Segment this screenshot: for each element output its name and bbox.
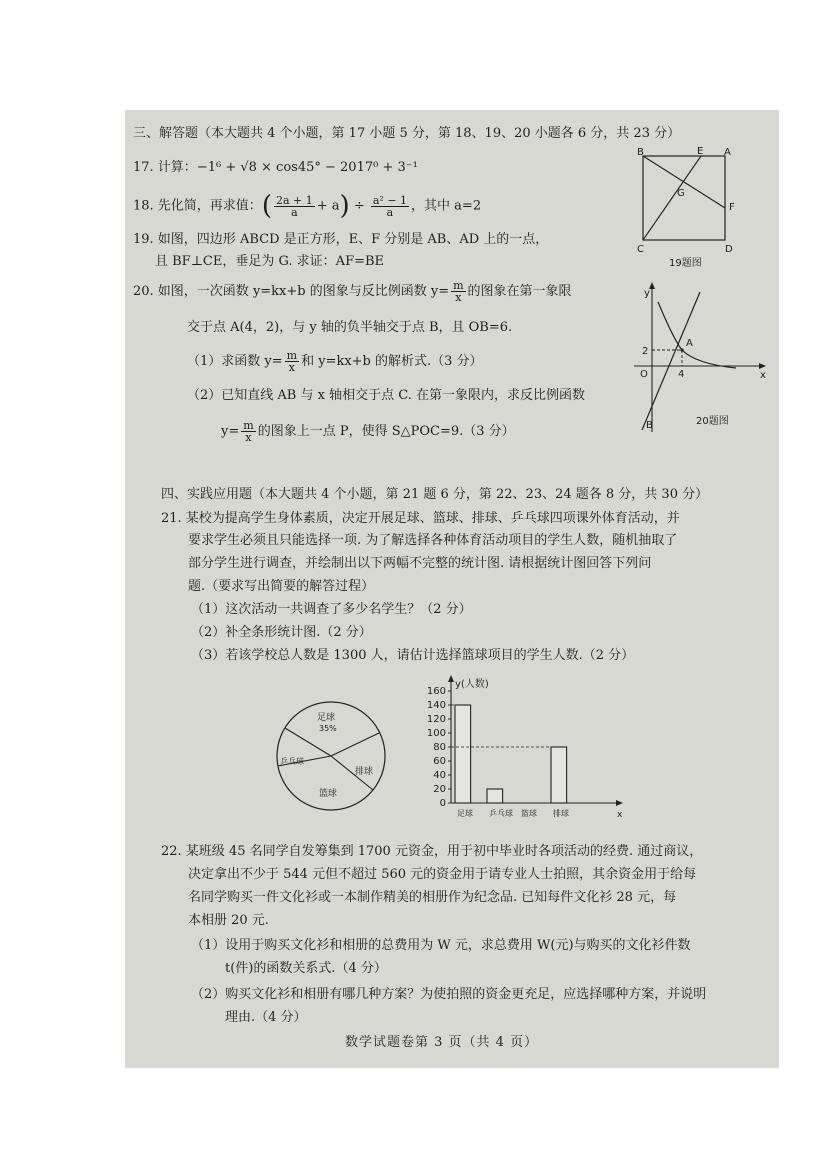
q18-fraction-2: $\frac{\text{a² − 1}}{a}$ [372,193,408,219]
x-tick-label: 乒乓球 [489,809,513,818]
fig19-label-C: C [637,244,644,255]
page-footer: 数学试题卷第 3 页（共 4 页） [345,1035,539,1050]
y-tick-label: 60 [433,756,446,767]
fig19-label-D: D [725,244,733,255]
question-20-part2-line2: y= $\frac{m}{x}$ 的图象上一点 P，使得 S△POC=9.（3 分） [221,419,515,444]
question-17: 17. 计算：−1⁶ + √8 × cos45° − 2017⁰ + 3⁻¹ [133,160,418,175]
question-19-line2: 且 BF⊥CE，垂足为 G. 求证：AF=BE [155,254,385,269]
pie-chart [275,700,395,820]
y-tick-label: 20 [433,784,446,795]
y-axis-arrow [448,675,454,682]
x-tick-label: 排球 [553,809,569,818]
question-22-part2-line1: （2）购买文化衫和相册有哪几种方案？为使拍照的资金更充足，应选择哪种方案，并说明 [191,987,707,1002]
y-tick-label: 80 [433,742,446,753]
fig20-caption: 20题图 [696,416,729,427]
q18-suffix: ，其中 a=2 [411,198,482,214]
bar-0 [455,705,471,803]
fig19-label-B: B [637,147,644,158]
pie-label-pingpong: 乒乓球 [280,757,304,766]
q18-fraction-1: $\frac{2a + 1}{a}$ [275,193,313,219]
question-21-part1: （1）这次活动一共调查了多少名学生？（2 分） [191,602,472,617]
question-22-line2: 决定拿出不少于 544 元但不超过 560 元的资金用于请专业人士拍照，其余资金用于给每 [188,867,697,882]
q18-prefix: 18. 先化简，再求值： [133,198,262,214]
pie-label-football-percent: 35% [319,724,337,733]
pie-label-basketball: 篮球 [319,789,338,799]
fig19-caption: 19题图 [669,258,702,268]
q18-plus-a: + a [316,198,340,214]
question-21-part2: （2）补全条形统计图.（2 分） [191,625,372,640]
q18-divide: ÷ [353,198,365,214]
fig20-label-4: 4 [678,369,685,380]
bar-3 [551,747,567,803]
x-tick-label: 足球 [457,809,473,818]
pie-label-volleyball: 排球 [355,767,374,777]
question-22-part1-line2: t(件)的函数关系式.（4 分） [225,961,387,976]
question-21-line4: 题.（要求写出简要的解答过程） [188,579,375,594]
bar-chart [415,673,625,831]
exam-page [125,110,779,1068]
fig19-label-F: F [729,202,735,213]
y-tick-label: 120 [426,714,446,725]
fig19-label-A: A [724,147,731,158]
question-22-line3: 名同学购买一件文化衫或一本制作精美的相册作为纪念品. 已知每件文化衫 28 元，每 [188,890,677,905]
question-18: 18. 先化简，再求值：( $\frac{2a + 1}{a}$ + a) ÷ $\frac{\text{a² − 1}}{a}$ ，其中 a=2 [133,191,482,221]
x-axis-arrow [616,800,623,806]
x-axis-title: x [617,810,623,820]
y-tick-label: 0 [439,798,446,809]
fig20-label-y: y [644,288,650,299]
question-20-line2: 交于点 A(4，2)，与 y 轴的负半轴交于点 B，且 OB=6. [187,320,513,335]
fig19-label-G: G [677,188,685,199]
question-20-part2-line1: （2）已知直线 AB 与 x 轴相交于点 C. 在第一象限内，求反比例函数 [187,388,585,403]
bar-1 [487,789,503,803]
section3-header: 三、解答题（本大题共 4 个小题，第 17 小题 5 分，第 18、19、20 小题各 6 分，共 23 分） [133,126,681,141]
fig20-label-A: A [686,338,693,349]
y-tick-label: 40 [433,770,446,781]
question-19-line1: 19. 如图，四边形 ABCD 是正方形，E、F 分别是 AB、AD 上的一点， [133,232,549,247]
question-22-line4: 本相册 20 元. [188,913,269,928]
figure-20 [630,280,770,440]
question-21-line1: 21. 某校为提高学生身体素质，决定开展足球、篮球、排球、乒乓球四项课外体育活动，并 [161,511,680,526]
y-axis-title: y(人数) [455,679,489,690]
fig20-label-2: 2 [642,346,649,357]
pie-label-football: 足球 [317,713,336,723]
question-20-line1: 20. 如图，一次函数 y=kx+b 的图象与反比例函数 y= $\frac{m}{x}$ 的图象在第一象限 [133,279,572,304]
y-tick-label: 160 [426,686,446,697]
figure-19 [633,144,743,268]
fig20-label-x: x [760,370,766,381]
fig20-label-B: B [646,420,653,431]
fig19-label-E: E [697,146,704,157]
question-21-line2: 要求学生必须且只能选择一项. 为了解选择各种体育活动项目的学生人数，随机抽取了 [188,533,678,548]
question-22-line1: 22. 某班级 45 名同学自发筹集到 1700 元资金，用于初中毕业时各项活动的经费. 通过商议， [161,844,703,859]
y-tick-label: 100 [426,728,446,739]
fig20-label-O: O [640,369,648,380]
y-tick-label: 140 [426,700,446,711]
question-22-part1-line1: （1）设用于购买文化衫和相册的总费用为 W 元，求总费用 W(元)与购买的文化衫件数 [191,938,691,953]
question-21-part3: （3）若该学校总人数是 1300 人，请估计选择篮球项目的学生人数.（2 分） [191,648,635,663]
question-21-line3: 部分学生进行调查，并绘制出以下两幅不完整的统计图. 请根据统计图回答下列问 [188,556,652,571]
section4-header: 四、实践应用题（本大题共 4 个小题，第 21 题 6 分，第 22、23、24 题各 8 分，共 30 分） [161,487,709,502]
x-tick-label: 篮球 [521,809,537,818]
question-22-part2-line2: 理由.（4 分） [225,1010,307,1025]
question-20-part1: （1）求函数 y= $\frac{m}{x}$ 和 y=kx+b 的解析式.（3 分） [187,349,483,374]
